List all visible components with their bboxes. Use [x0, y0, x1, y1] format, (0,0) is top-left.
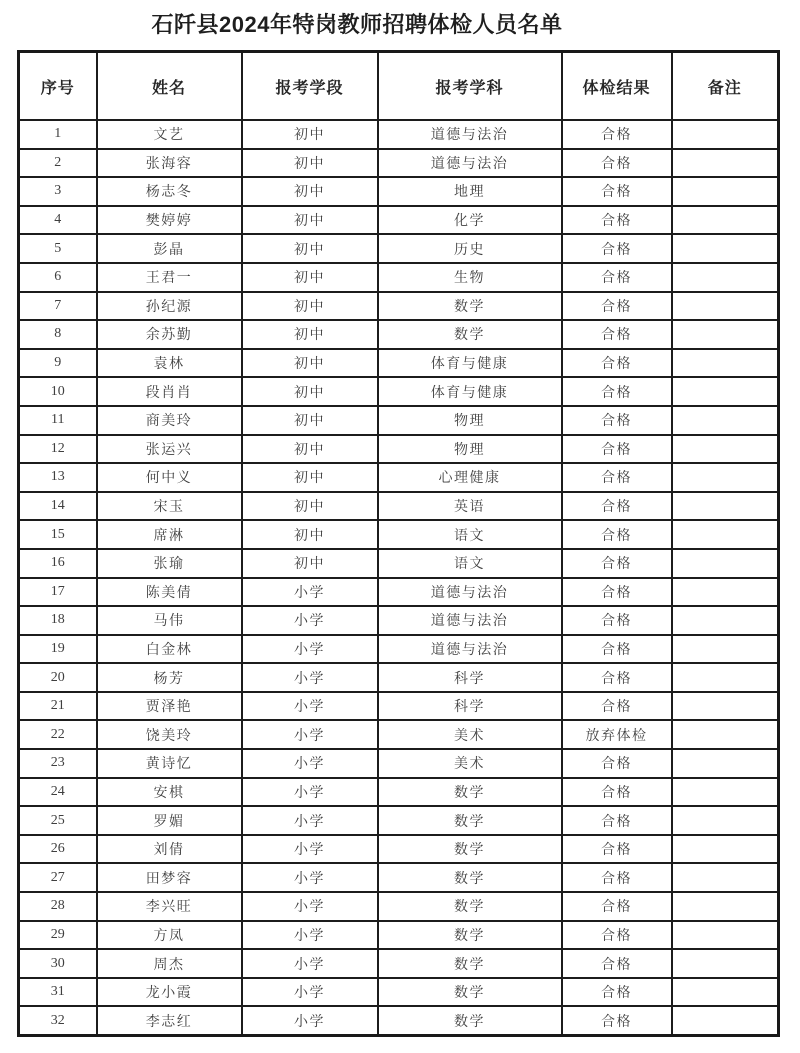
- cell-subject: 数学: [378, 292, 562, 321]
- cell-no: 29: [19, 921, 97, 950]
- cell-no: 6: [19, 263, 97, 292]
- cell-name: 彭晶: [97, 234, 242, 263]
- cell-name: 张海容: [97, 149, 242, 178]
- cell-remark: [672, 292, 779, 321]
- cell-name: 段肖肖: [97, 377, 242, 406]
- cell-level: 小学: [242, 635, 378, 664]
- cell-result: 合格: [562, 435, 672, 464]
- cell-subject: 物理: [378, 406, 562, 435]
- table-row: [19, 377, 779, 406]
- cell-result: 合格: [562, 663, 672, 692]
- cell-no: 27: [19, 863, 97, 892]
- cell-level: 小学: [242, 835, 378, 864]
- cell-level: 小学: [242, 921, 378, 950]
- cell-level: 小学: [242, 606, 378, 635]
- cell-no: 12: [19, 435, 97, 464]
- cell-result: 合格: [562, 863, 672, 892]
- cell-level: 小学: [242, 1006, 378, 1035]
- cell-remark: [672, 492, 779, 521]
- cell-no: 2: [19, 149, 97, 178]
- cell-result: 合格: [562, 292, 672, 321]
- cell-level: 初中: [242, 520, 378, 549]
- cell-subject: 数学: [378, 949, 562, 978]
- cell-remark: [672, 978, 779, 1007]
- cell-name: 张运兴: [97, 435, 242, 464]
- cell-result: 合格: [562, 692, 672, 721]
- cell-result: 放弃体检: [562, 720, 672, 749]
- cell-no: 17: [19, 578, 97, 607]
- cell-remark: [672, 149, 779, 178]
- cell-level: 小学: [242, 778, 378, 807]
- table-row: [19, 349, 779, 378]
- cell-result: 合格: [562, 749, 672, 778]
- cell-no: 22: [19, 720, 97, 749]
- cell-level: 初中: [242, 120, 378, 149]
- cell-no: 10: [19, 377, 97, 406]
- cell-remark: [672, 206, 779, 235]
- cell-no: 11: [19, 406, 97, 435]
- cell-level: 小学: [242, 806, 378, 835]
- header-name: 姓名: [97, 52, 242, 121]
- roster-table: [17, 50, 780, 1037]
- cell-remark: [672, 921, 779, 950]
- cell-subject: 生物: [378, 263, 562, 292]
- cell-name: 何中义: [97, 463, 242, 492]
- cell-remark: [672, 749, 779, 778]
- cell-remark: [672, 578, 779, 607]
- cell-name: 袁林: [97, 349, 242, 378]
- cell-no: 26: [19, 835, 97, 864]
- cell-result: 合格: [562, 549, 672, 578]
- cell-remark: [672, 177, 779, 206]
- cell-no: 8: [19, 320, 97, 349]
- cell-result: 合格: [562, 520, 672, 549]
- cell-subject: 数学: [378, 835, 562, 864]
- cell-subject: 美术: [378, 749, 562, 778]
- table-row: [19, 1006, 779, 1035]
- cell-no: 19: [19, 635, 97, 664]
- cell-no: 25: [19, 806, 97, 835]
- cell-result: 合格: [562, 406, 672, 435]
- cell-no: 23: [19, 749, 97, 778]
- cell-no: 5: [19, 234, 97, 263]
- cell-name: 龙小霞: [97, 978, 242, 1007]
- table-header-row: [19, 52, 779, 121]
- cell-no: 1: [19, 120, 97, 149]
- table-row: [19, 406, 779, 435]
- cell-subject: 道德与法治: [378, 635, 562, 664]
- cell-name: 陈美倩: [97, 578, 242, 607]
- header-level: 报考学段: [242, 52, 378, 121]
- cell-subject: 体育与健康: [378, 377, 562, 406]
- cell-level: 小学: [242, 749, 378, 778]
- cell-no: 32: [19, 1006, 97, 1035]
- cell-subject: 科学: [378, 692, 562, 721]
- cell-level: 小学: [242, 863, 378, 892]
- cell-remark: [672, 949, 779, 978]
- cell-result: 合格: [562, 377, 672, 406]
- cell-no: 9: [19, 349, 97, 378]
- cell-subject: 化学: [378, 206, 562, 235]
- table-body: [19, 120, 779, 1036]
- cell-subject: 心理健康: [378, 463, 562, 492]
- page-title: 石阡县2024年特岗教师招聘体检人员名单: [151, 12, 563, 37]
- cell-no: 3: [19, 177, 97, 206]
- cell-subject: 数学: [378, 778, 562, 807]
- cell-result: 合格: [562, 1006, 672, 1035]
- cell-level: 初中: [242, 149, 378, 178]
- cell-remark: [672, 806, 779, 835]
- cell-remark: [672, 635, 779, 664]
- cell-result: 合格: [562, 892, 672, 921]
- cell-name: 贾泽艳: [97, 692, 242, 721]
- cell-no: 18: [19, 606, 97, 635]
- cell-no: 21: [19, 692, 97, 721]
- cell-no: 16: [19, 549, 97, 578]
- table-row: [19, 292, 779, 321]
- cell-name: 白金林: [97, 635, 242, 664]
- cell-level: 初中: [242, 377, 378, 406]
- cell-remark: [672, 863, 779, 892]
- cell-remark: [672, 549, 779, 578]
- table-row: [19, 606, 779, 635]
- cell-subject: 数学: [378, 863, 562, 892]
- cell-subject: 道德与法治: [378, 149, 562, 178]
- cell-subject: 数学: [378, 978, 562, 1007]
- cell-name: 饶美玲: [97, 720, 242, 749]
- cell-remark: [672, 720, 779, 749]
- table-row: [19, 177, 779, 206]
- table-row: [19, 778, 779, 807]
- cell-result: 合格: [562, 578, 672, 607]
- table-row: [19, 892, 779, 921]
- cell-remark: [672, 349, 779, 378]
- table-row: [19, 692, 779, 721]
- cell-level: 小学: [242, 978, 378, 1007]
- table-row: [19, 320, 779, 349]
- cell-result: 合格: [562, 177, 672, 206]
- cell-name: 樊婷婷: [97, 206, 242, 235]
- cell-name: 黄诗忆: [97, 749, 242, 778]
- cell-level: 初中: [242, 435, 378, 464]
- cell-subject: 数学: [378, 921, 562, 950]
- cell-subject: 体育与健康: [378, 349, 562, 378]
- cell-result: 合格: [562, 263, 672, 292]
- cell-remark: [672, 435, 779, 464]
- cell-result: 合格: [562, 120, 672, 149]
- cell-name: 席淋: [97, 520, 242, 549]
- cell-subject: 美术: [378, 720, 562, 749]
- cell-subject: 语文: [378, 549, 562, 578]
- cell-result: 合格: [562, 778, 672, 807]
- table-row: [19, 749, 779, 778]
- cell-name: 刘倩: [97, 835, 242, 864]
- cell-name: 安棋: [97, 778, 242, 807]
- cell-result: 合格: [562, 806, 672, 835]
- table-row: [19, 635, 779, 664]
- header-subject: 报考学科: [378, 52, 562, 121]
- cell-level: 小学: [242, 949, 378, 978]
- header-remark: 备注: [672, 52, 779, 121]
- cell-remark: [672, 463, 779, 492]
- cell-name: 田梦容: [97, 863, 242, 892]
- cell-result: 合格: [562, 949, 672, 978]
- cell-subject: 道德与法治: [378, 120, 562, 149]
- cell-no: 4: [19, 206, 97, 235]
- cell-remark: [672, 120, 779, 149]
- cell-result: 合格: [562, 978, 672, 1007]
- cell-level: 初中: [242, 349, 378, 378]
- table-row: [19, 863, 779, 892]
- cell-no: 31: [19, 978, 97, 1007]
- cell-name: 李志红: [97, 1006, 242, 1035]
- cell-remark: [672, 692, 779, 721]
- cell-no: 20: [19, 663, 97, 692]
- cell-result: 合格: [562, 921, 672, 950]
- table-row: [19, 463, 779, 492]
- cell-name: 李兴旺: [97, 892, 242, 921]
- cell-level: 初中: [242, 549, 378, 578]
- cell-level: 初中: [242, 406, 378, 435]
- cell-remark: [672, 606, 779, 635]
- cell-no: 30: [19, 949, 97, 978]
- header-result: 体检结果: [562, 52, 672, 121]
- cell-result: 合格: [562, 463, 672, 492]
- cell-subject: 科学: [378, 663, 562, 692]
- cell-level: 初中: [242, 292, 378, 321]
- cell-name: 马伟: [97, 606, 242, 635]
- table-row: [19, 435, 779, 464]
- table-row: [19, 120, 779, 149]
- cell-name: 杨芳: [97, 663, 242, 692]
- cell-level: 小学: [242, 720, 378, 749]
- cell-remark: [672, 520, 779, 549]
- table-row: [19, 663, 779, 692]
- cell-level: 小学: [242, 663, 378, 692]
- cell-level: 小学: [242, 692, 378, 721]
- table-row: [19, 520, 779, 549]
- cell-name: 余苏勤: [97, 320, 242, 349]
- cell-subject: 数学: [378, 806, 562, 835]
- cell-no: 14: [19, 492, 97, 521]
- cell-subject: 道德与法治: [378, 578, 562, 607]
- cell-result: 合格: [562, 635, 672, 664]
- cell-remark: [672, 320, 779, 349]
- cell-subject: 语文: [378, 520, 562, 549]
- table-row: [19, 263, 779, 292]
- cell-name: 王君一: [97, 263, 242, 292]
- cell-level: 初中: [242, 177, 378, 206]
- cell-result: 合格: [562, 835, 672, 864]
- cell-no: 24: [19, 778, 97, 807]
- cell-result: 合格: [562, 349, 672, 378]
- cell-remark: [672, 263, 779, 292]
- table-row: [19, 549, 779, 578]
- cell-subject: 英语: [378, 492, 562, 521]
- cell-level: 初中: [242, 463, 378, 492]
- cell-name: 商美玲: [97, 406, 242, 435]
- cell-remark: [672, 406, 779, 435]
- table-row: [19, 921, 779, 950]
- cell-result: 合格: [562, 320, 672, 349]
- cell-level: 初中: [242, 263, 378, 292]
- cell-remark: [672, 1006, 779, 1035]
- cell-level: 初中: [242, 234, 378, 263]
- cell-level: 小学: [242, 892, 378, 921]
- cell-no: 13: [19, 463, 97, 492]
- table-row: [19, 149, 779, 178]
- cell-subject: 地理: [378, 177, 562, 206]
- cell-remark: [672, 663, 779, 692]
- cell-name: 周杰: [97, 949, 242, 978]
- cell-no: 15: [19, 520, 97, 549]
- cell-remark: [672, 234, 779, 263]
- table-row: [19, 492, 779, 521]
- cell-remark: [672, 377, 779, 406]
- cell-no: 28: [19, 892, 97, 921]
- table-row: [19, 978, 779, 1007]
- cell-result: 合格: [562, 234, 672, 263]
- cell-name: 罗媚: [97, 806, 242, 835]
- cell-result: 合格: [562, 206, 672, 235]
- cell-level: 初中: [242, 320, 378, 349]
- cell-name: 方凤: [97, 921, 242, 950]
- table-row: [19, 806, 779, 835]
- table-row: [19, 578, 779, 607]
- cell-remark: [672, 835, 779, 864]
- cell-level: 小学: [242, 578, 378, 607]
- cell-subject: 道德与法治: [378, 606, 562, 635]
- cell-subject: 物理: [378, 435, 562, 464]
- cell-subject: 历史: [378, 234, 562, 263]
- cell-no: 7: [19, 292, 97, 321]
- cell-subject: 数学: [378, 892, 562, 921]
- table-row: [19, 835, 779, 864]
- table-row: [19, 720, 779, 749]
- cell-result: 合格: [562, 149, 672, 178]
- table-row: [19, 234, 779, 263]
- cell-result: 合格: [562, 492, 672, 521]
- cell-name: 孙纪源: [97, 292, 242, 321]
- cell-name: 宋玉: [97, 492, 242, 521]
- cell-level: 初中: [242, 206, 378, 235]
- cell-remark: [672, 892, 779, 921]
- cell-name: 文艺: [97, 120, 242, 149]
- cell-name: 张瑜: [97, 549, 242, 578]
- cell-subject: 数学: [378, 1006, 562, 1035]
- cell-remark: [672, 778, 779, 807]
- cell-level: 初中: [242, 492, 378, 521]
- header-no: 序号: [19, 52, 97, 121]
- cell-result: 合格: [562, 606, 672, 635]
- cell-subject: 数学: [378, 320, 562, 349]
- cell-name: 杨志冬: [97, 177, 242, 206]
- table-row: [19, 949, 779, 978]
- table-row: [19, 206, 779, 235]
